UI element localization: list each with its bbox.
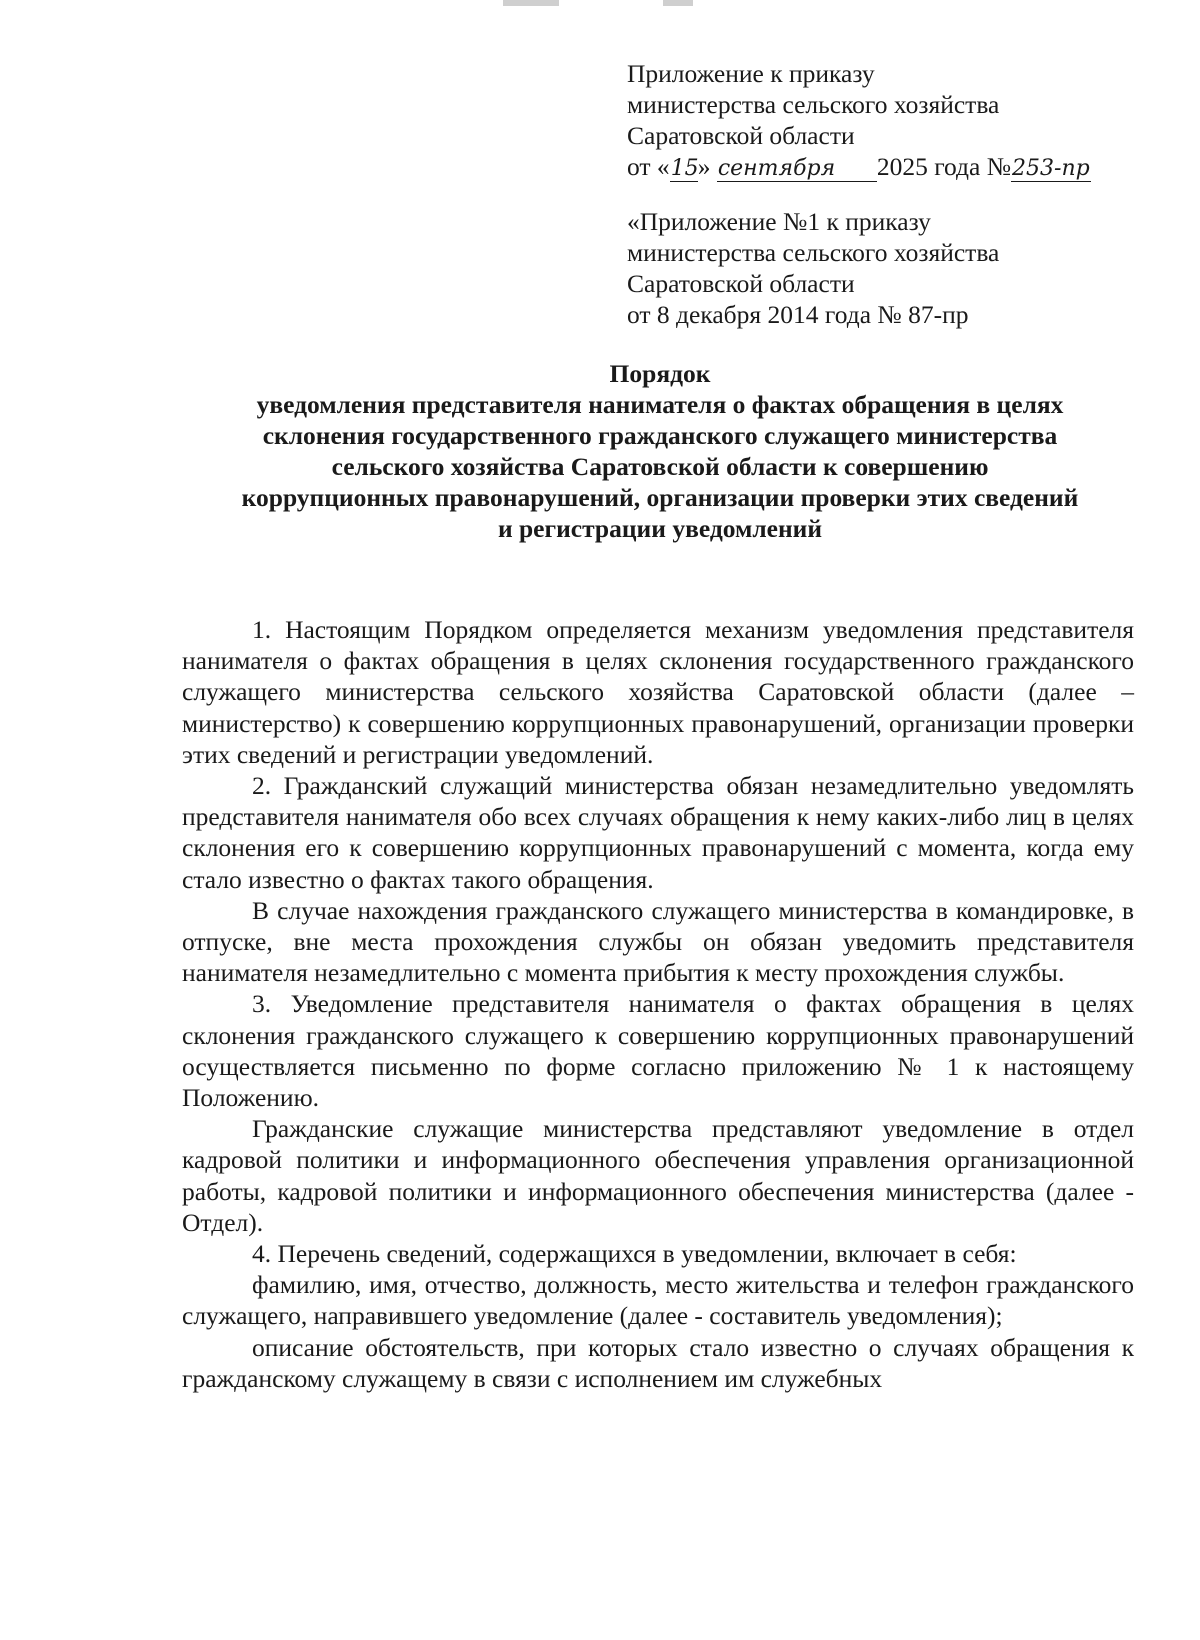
title-line: склонения государственного гражданского служащего министерства [262,421,1058,450]
date-quote: » [697,152,711,181]
paragraph: фамилию, имя, отчество, должность, место жительства и телефон гражданского служащего, направившего уведомление (далее - составитель уведомления); [182,1270,1134,1331]
document-title [170,358,1150,544]
paragraph: 1. Настоящим Порядком определяется механизм уведомления представителя нанимателя о фактах обращения в целях склонения государственного гражданского служащего министерства сельского хозяйства Саратовской области (далее – министерство) к совершению коррупционных правонарушений, организации проверки этих сведений и регистрации уведомлений. [182,615,1134,769]
annex-header-current [627,58,1091,182]
title-line: и регистрации уведомлений [497,514,823,543]
handwritten-month: сентября [717,157,877,182]
annex-line: Приложение к приказу [627,59,875,88]
title-line: сельского хозяйства Саратовской области к совершению [331,452,989,481]
annex-line: министерства сельского хозяйства [627,90,1000,119]
annex-date-line [627,151,1091,182]
paragraph: описание обстоятельств, при которых стало известно о случаях обращения к гражданскому служащему в связи с исполнением им служебных [182,1332,1134,1393]
title-line: уведомления представителя нанимателя о фактах обращения в целях [256,390,1064,419]
paragraph: 3. Уведомление представителя нанимателя о фактах обращения в целях склонения гражданского служащего к совершению коррупционных правонарушений осуществляется письменно по форме согласно приложению № 1 к настоящему Положению. [182,989,1134,1113]
paragraph: В случае нахождения гражданского служащего министерства в командировке, в отпуске, вне места прохождения службы он обязан уведомить представителя нанимателя незамедлительно с момента прибытия к месту прохождения службы. [182,895,1134,988]
annex-line: министерства сельского хозяйства [627,238,1000,267]
year-text: 2025 года № [876,152,1012,181]
annex-line: Саратовской области [627,121,855,150]
paragraph: 2. Гражданский служащий министерства обязан незамедлительно уведомлять представителя нанимателя обо всех случаях обращения к нему каких-либо лиц в целях склонения его к совершению коррупционных правонарушений с момента, когда ему стало известно о фактах такого обращения. [182,771,1134,894]
scan-artifact [503,0,559,6]
annex-line: от 8 декабря 2014 года № 87-пр [627,300,969,329]
date-prefix: от « [627,152,670,181]
annex-header-original [627,206,999,330]
annex-line: Саратовской области [627,269,855,298]
document-body [182,614,1134,1394]
handwritten-order-number: 253-пр [1012,156,1090,181]
title-line: Порядок [609,359,711,388]
scan-artifact [663,0,693,6]
annex-line: «Приложение №1 к приказу [627,207,931,236]
paragraph: Гражданские служащие министерства представляют уведомление в отдел кадровой политики и информационного обеспечения управления организационной работы, кадровой политики и информационного обеспечения министерства (далее - Отдел). [182,1114,1134,1237]
handwritten-day: 15 [670,156,699,181]
title-line: коррупционных правонарушений, организации проверки этих сведений [241,483,1079,512]
paragraph: 4. Перечень сведений, содержащихся в уведомлении, включает в себя: [252,1239,1017,1269]
